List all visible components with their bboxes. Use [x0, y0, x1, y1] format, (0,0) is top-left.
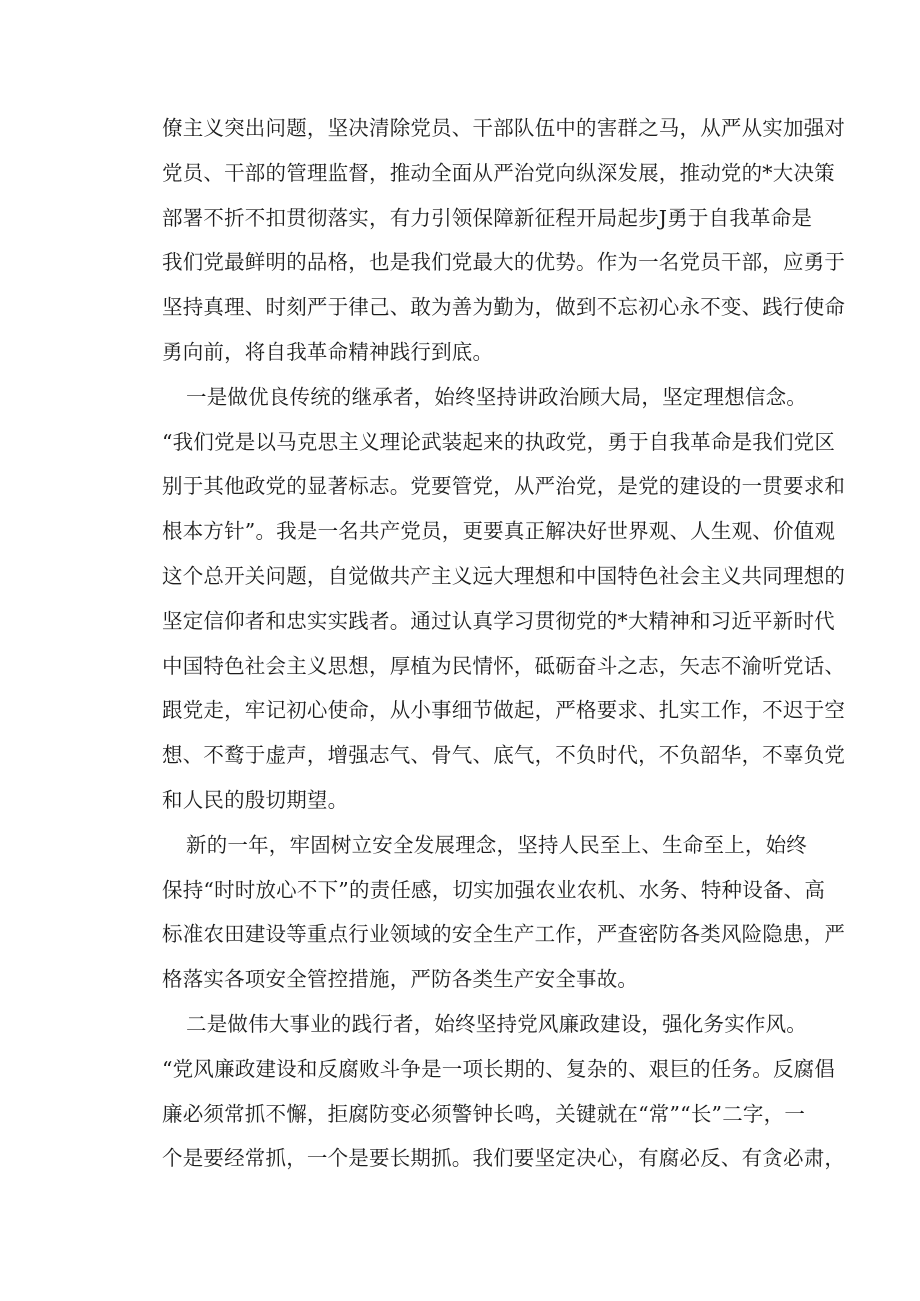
- text-line: 勇向前，将自我革命精神践行到底。: [162, 339, 494, 364]
- text-line: 保持“时时放心不下”的责任感，切实加强农业农机、水务、特种设备、高: [162, 877, 826, 902]
- paragraph-1: [162, 106, 846, 375]
- paragraph-heading-line: 二是做伟大事业的践行者，始终坚持党风廉政建设，强化务实作风。: [186, 1011, 807, 1036]
- document-body: [162, 106, 846, 1181]
- text-line: “我们党是以马克思主义理论武装起来的执政党，勇于自我革命是我们党区: [162, 429, 836, 454]
- paragraph-4: [162, 1002, 846, 1181]
- text-line: 格落实各项安全管控措施，严防各类生产安全事故。: [162, 967, 639, 992]
- text-line: 部署不折不扣贯彻落实，有力引领保障新征程开局起步J勇于自我革命是: [162, 205, 813, 230]
- text-line: 廉必须常抓不懈，拒腐防变必须警钟长鸣，关键就在“常”“长”二字，一: [162, 1101, 806, 1126]
- text-line: 根本方针”。我是一名共产党员，更要真正解决好世界观、人生观、价值观: [162, 519, 836, 544]
- text-line: 中国特色社会主义思想，厚植为民情怀，砥砺奋斗之志，矢志不渝听党话、: [162, 653, 846, 678]
- paragraph-3: [162, 823, 846, 1002]
- text-line: 个是要经常抓，一个是要长期抓。我们要坚定决心，有腐必反、有贪必肃，: [162, 1146, 846, 1171]
- text-line: 标准农田建设等重点行业领域的安全生产工作，严查密防各类风险隐患，严: [162, 922, 846, 947]
- text-line: 僚主义突出问题，坚决清除党员、干部队伍中的害群之马，从严从实加强对: [162, 116, 846, 140]
- text-line: 坚持真理、时刻严于律己、敢为善为勤为，做到不忘初心永不变、践行使命: [162, 295, 846, 320]
- text-line: 别于其他政党的显著标志。党要管党，从严治党，是党的建设的一贯要求和: [162, 474, 846, 499]
- text-line: 坚定信仰者和忠实实践者。通过认真学习贯彻党的*大精神和习近平新时代: [162, 608, 835, 633]
- text-line: “党风廉政建设和反腐败斗争是一项长期的、复杂的、艰巨的任务。反腐倡: [162, 1056, 836, 1081]
- text-line: 想、不鹜于虚声，增强志气、骨气、底气，不负时代，不负韶华，不辜负党: [162, 743, 846, 768]
- text-line: 我们党最鲜明的品格，也是我们党最大的优势。作为一名党员干部，应勇于: [162, 250, 846, 275]
- text-line: 这个总开关问题，自觉做共产主义远大理想和中国特色社会主义共同理想的: [162, 563, 846, 588]
- text-line: 和人民的殷切期望。: [162, 787, 349, 812]
- paragraph-2: [162, 375, 846, 823]
- text-line: 跟党走，牢记初心使命，从小事细节做起，严格要求、扎实工作，不迟于空: [162, 698, 846, 723]
- text-line: 党员、干部的管理监督，推动全面从严治党向纵深发展，推动党的*大决策: [162, 160, 835, 185]
- text-line: 新的一年，牢固树立安全发展理念，坚持人民至上、生命至上，始终: [186, 832, 807, 857]
- paragraph-heading-line: 一是做优良传统的继承者，始终坚持讲政治顾大局，坚定理想信念。: [186, 384, 807, 409]
